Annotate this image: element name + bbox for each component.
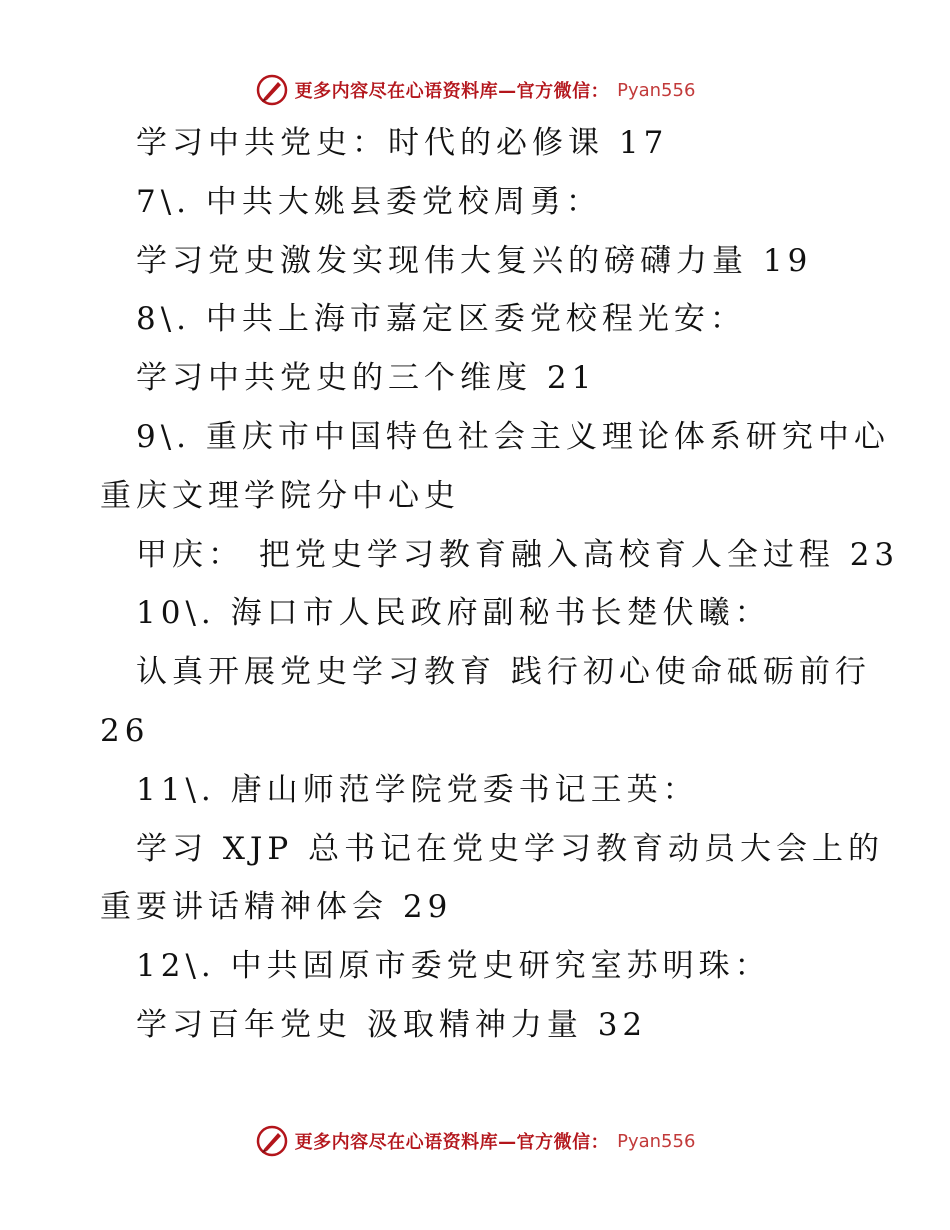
header-watermark [0, 70, 950, 110]
toc-line: 学习中共党史：时代的必修课 17 [136, 125, 669, 161]
toc-content [100, 114, 900, 1055]
toc-line: 7\. 中共大姚县委党校周勇： [136, 183, 602, 220]
toc-line: 学习中共党史的三个维度 21 [136, 360, 597, 397]
toc-line: 8\. 中共上海市嘉定区委党校程光安： [136, 301, 746, 338]
footer-watermark [0, 1121, 950, 1161]
toc-line: 学习党史激发实现伟大复兴的磅礴力量 19 [136, 242, 813, 279]
toc-line: 认真开展党史学习教育 践行初心使命砥砺前行 [136, 654, 871, 691]
toc-line: 学习 XJP 总书记在党史学习教育动员大会上的 [136, 830, 885, 867]
pen-logo-icon [255, 1124, 289, 1158]
toc-line: 甲庆： 把党史学习教育融入高校育人全过程 23 [136, 536, 900, 573]
toc-line: 9\. 重庆市中国特色社会主义理论体系研究中心 [136, 418, 890, 455]
watermark-text: 更多内容尽在心语资料库—官方微信： [294, 1132, 610, 1153]
watermark-text: 更多内容尽在心语资料库—官方微信： [294, 81, 610, 102]
toc-line: 学习百年党史 汲取精神力量 32 [136, 1006, 648, 1043]
toc-line: 重庆文理学院分中心史 [100, 477, 460, 514]
pen-logo-icon [255, 73, 289, 107]
watermark-account: Pyan556 [617, 79, 696, 101]
toc-line: 10\. 海口市人民政府副秘书长楚伏曦： [136, 595, 771, 632]
watermark-account: Pyan556 [617, 1130, 696, 1152]
toc-line: 重要讲话精神体会 29 [100, 889, 453, 926]
toc-line: 26 [100, 712, 150, 749]
toc-line: 12\. 中共固原市委党史研究室苏明珠： [136, 948, 771, 985]
toc-line: 11\. 唐山师范学院党委书记王英： [136, 771, 699, 808]
